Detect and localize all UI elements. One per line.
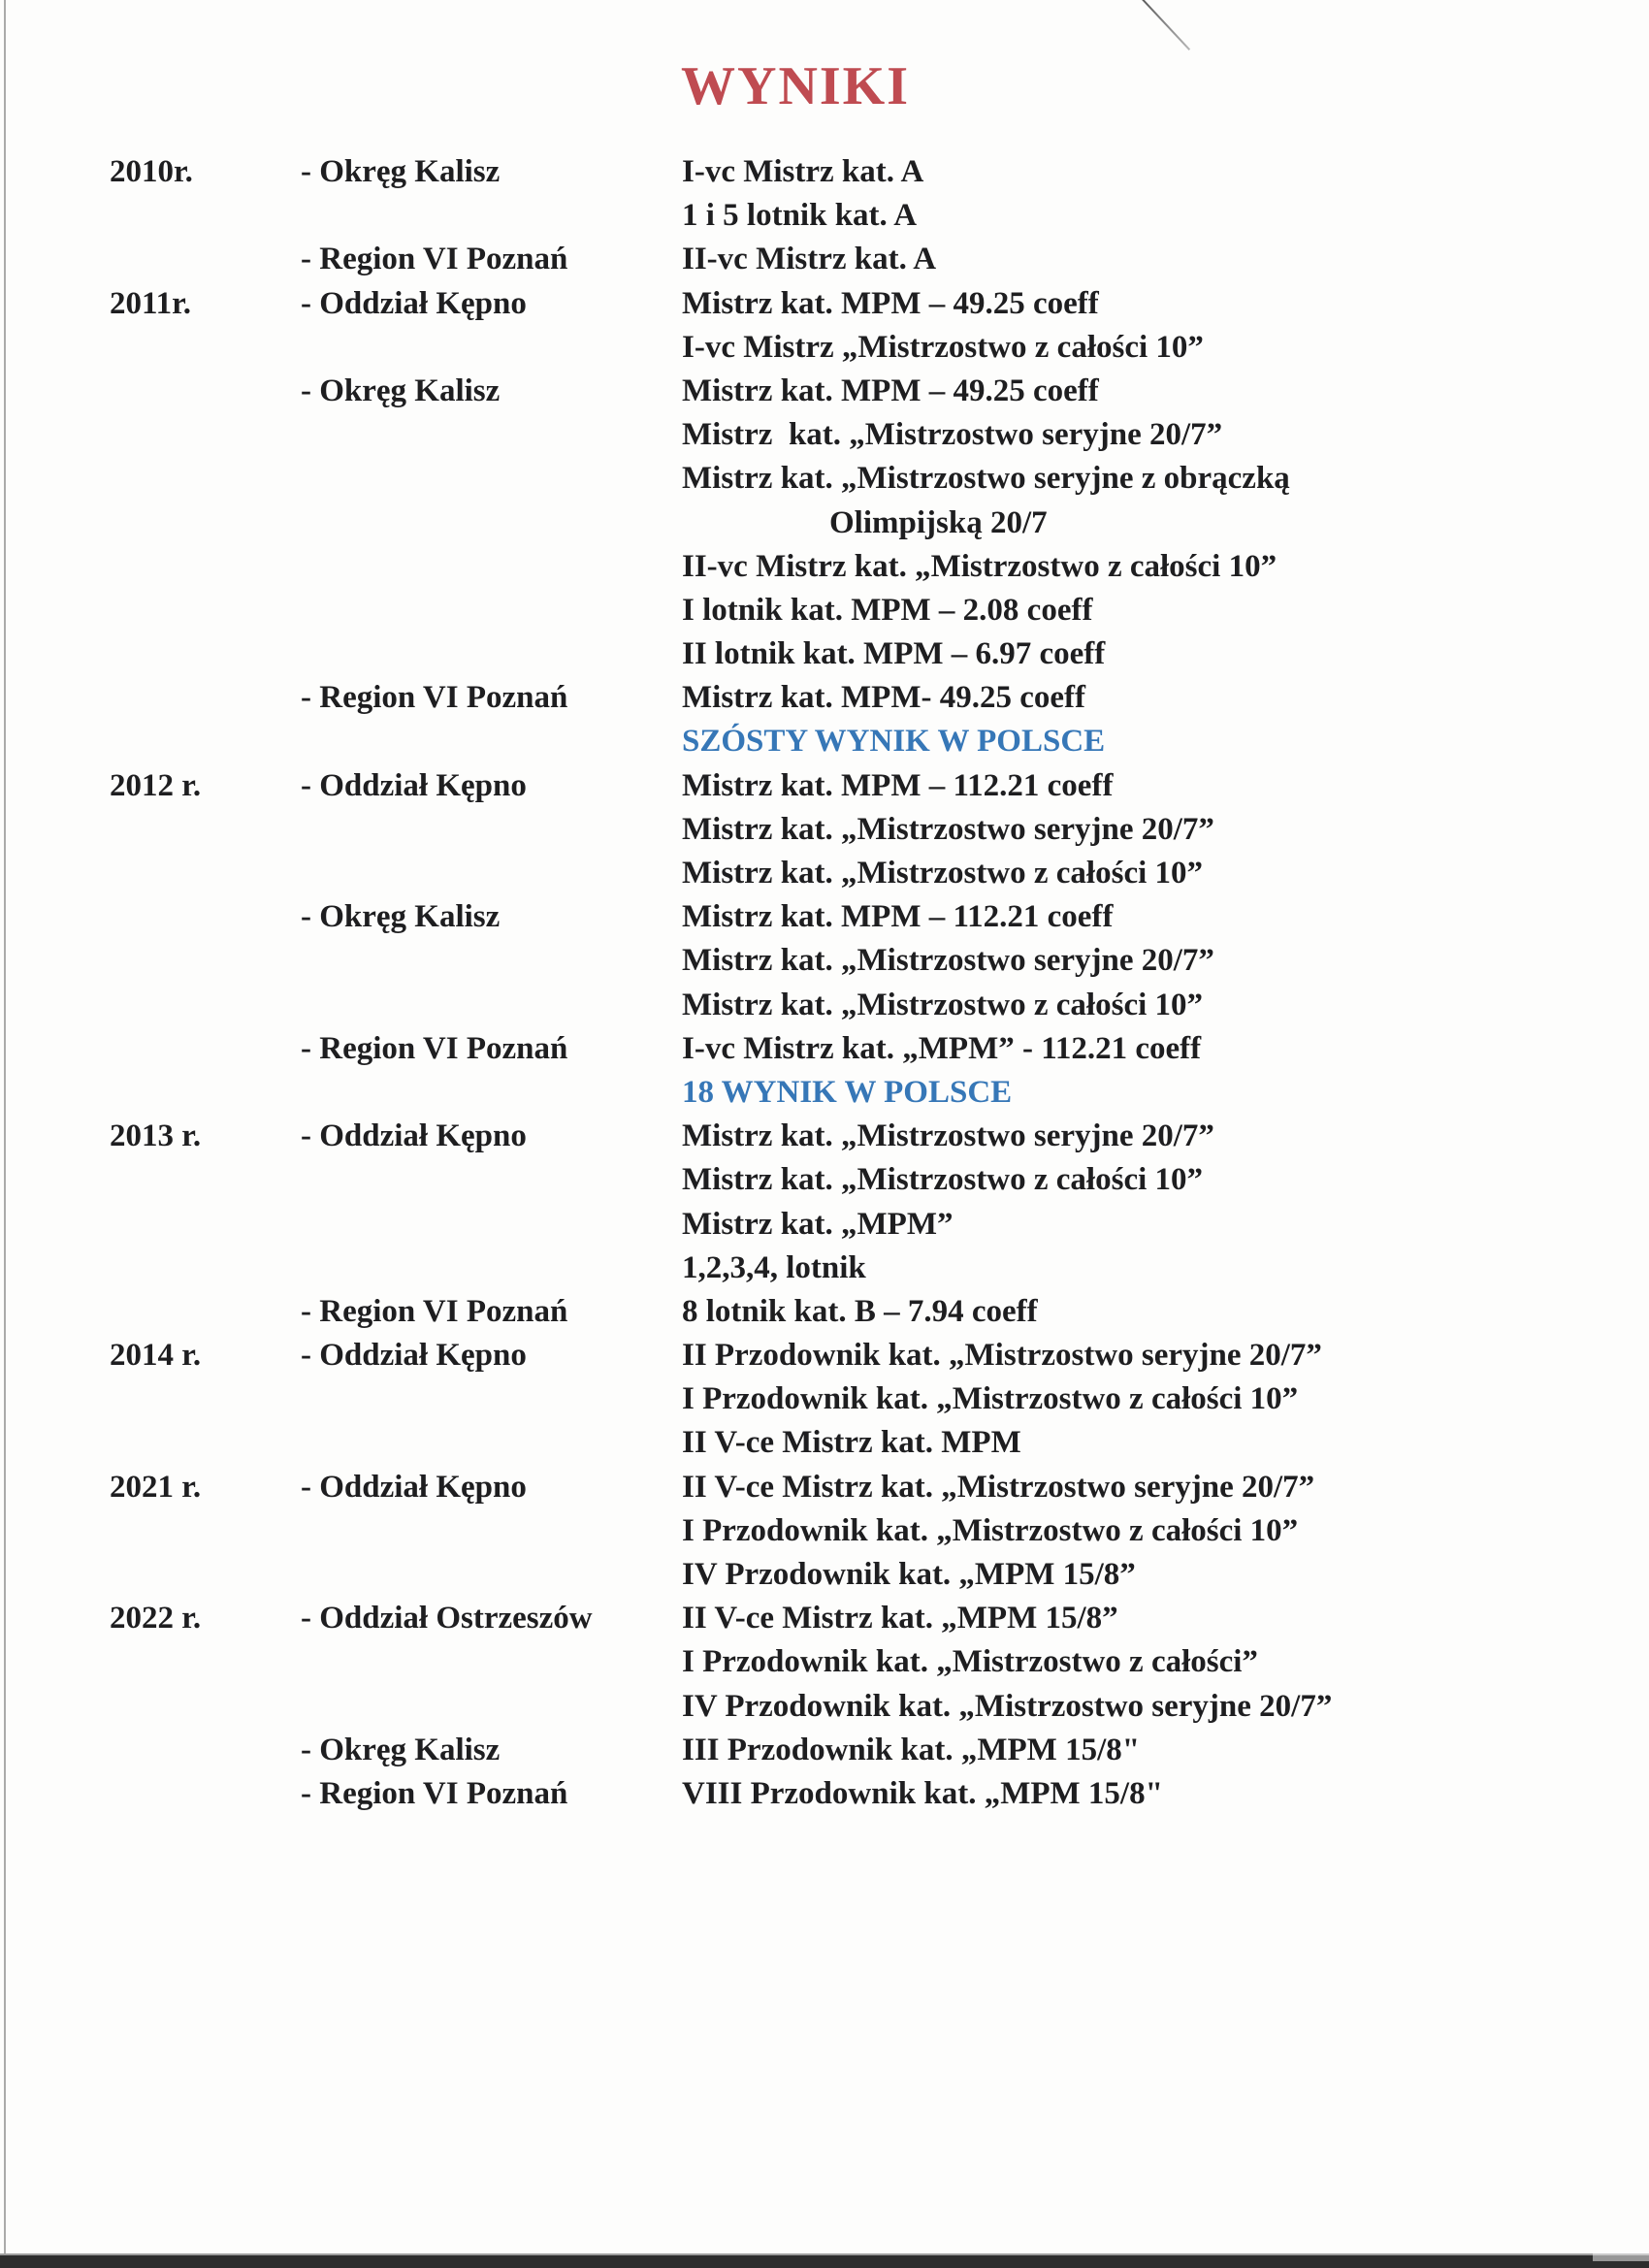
org-cell — [301, 194, 682, 238]
table-row — [110, 1421, 1603, 1465]
table-row — [110, 282, 1603, 326]
table-row — [110, 1027, 1603, 1071]
table-row — [110, 238, 1603, 281]
table-row — [110, 895, 1603, 939]
table-row — [110, 150, 1603, 194]
org-cell — [301, 589, 682, 632]
org-cell: - Okręg Kalisz — [301, 373, 501, 408]
year-cell: 2010r. — [110, 154, 193, 189]
year-cell: 2014 r. — [110, 1338, 202, 1374]
result-cell: Mistrz kat. „Mistrzostwo seryjne 20/7” — [682, 1118, 1214, 1154]
table-row — [110, 676, 1603, 720]
year-cell — [110, 413, 301, 457]
year-cell — [110, 1203, 301, 1247]
result-cell: I Przodownik kat. „Mistrzostwo z całości” — [682, 1644, 1258, 1680]
org-cell — [301, 502, 682, 545]
result-cell: I Przodownik kat. „Mistrzostwo z całości 10” — [682, 1381, 1299, 1417]
year-cell — [110, 502, 301, 545]
year-cell — [110, 1158, 301, 1202]
year-cell — [110, 1729, 301, 1772]
result-cell: II lotnik kat. MPM – 6.97 coeff — [682, 636, 1106, 672]
table-row — [110, 1729, 1603, 1772]
result-cell: 1 i 5 lotnik kat. A — [682, 198, 918, 234]
org-cell — [301, 1421, 682, 1465]
result-cell: Olimpijską 20/7 — [829, 504, 1048, 540]
table-row — [110, 589, 1603, 632]
table-row — [110, 764, 1603, 808]
year-cell — [110, 852, 301, 895]
table-row — [110, 370, 1603, 413]
table-row — [110, 1772, 1603, 1816]
year-cell — [110, 676, 301, 720]
result-cell: I Przodownik kat. „Mistrzostwo z całości 10” — [682, 1512, 1299, 1548]
result-cell: IV Przodownik kat. „MPM 15/8” — [682, 1557, 1136, 1592]
result-cell: II V-ce Mistrz kat. „MPM 15/8” — [682, 1601, 1118, 1636]
year-cell — [110, 1553, 301, 1597]
result-cell: I-vc Mistrz kat. „MPM” - 112.21 coeff — [682, 1030, 1202, 1066]
year-cell — [110, 1421, 301, 1465]
year-cell: 2021 r. — [110, 1469, 202, 1505]
org-cell — [301, 632, 682, 676]
table-row — [110, 1247, 1603, 1290]
page-title: WYNIKI — [681, 56, 911, 116]
result-cell: Mistrz kat. „Mistrzostwo z całości 10” — [682, 987, 1204, 1022]
scan-bottom-bar — [0, 2253, 1649, 2268]
org-cell: - Okręg Kalisz — [301, 1732, 501, 1767]
table-row — [110, 1290, 1603, 1334]
result-cell: SZÓSTY WYNIK W POLSCE — [682, 724, 1106, 760]
table-row — [110, 545, 1603, 589]
org-cell — [301, 326, 682, 370]
table-row — [110, 1071, 1603, 1115]
year-cell — [110, 1509, 301, 1553]
result-cell: Mistrz kat. MPM – 49.25 coeff — [682, 285, 1099, 321]
result-cell: Mistrz kat. MPM- 49.25 coeff — [682, 680, 1085, 716]
org-cell — [301, 939, 682, 983]
result-cell: Mistrz kat. MPM – 112.21 coeff — [682, 899, 1114, 935]
result-cell: 1,2,3,4, lotnik — [682, 1249, 866, 1285]
year-cell — [110, 238, 301, 281]
table-row — [110, 808, 1603, 852]
year-cell — [110, 1071, 301, 1115]
org-cell: - Region VI Poznań — [301, 1775, 568, 1811]
table-row — [110, 326, 1603, 370]
result-cell: VIII Przodownik kat. „MPM 15/8" — [682, 1775, 1163, 1811]
result-cell: II-vc Mistrz kat. A — [682, 242, 937, 277]
table-row — [110, 1509, 1603, 1553]
org-cell — [301, 1247, 682, 1290]
table-row — [110, 413, 1603, 457]
table-row — [110, 984, 1603, 1027]
result-cell: I-vc Mistrz kat. A — [682, 154, 924, 189]
results-table — [110, 150, 1603, 1816]
result-cell: Mistrz kat. „Mistrzostwo seryjne 20/7” — [682, 943, 1214, 979]
table-row — [110, 1466, 1603, 1509]
table-row — [110, 1685, 1603, 1729]
year-cell: 2011r. — [110, 285, 192, 321]
year-cell: 2013 r. — [110, 1118, 202, 1154]
table-row — [110, 194, 1603, 238]
scan-edge-line — [4, 0, 6, 2268]
year-cell: 2012 r. — [110, 767, 202, 803]
year-cell — [110, 939, 301, 983]
year-cell — [110, 1685, 301, 1729]
org-cell — [301, 1071, 682, 1115]
result-cell: II V-ce Mistrz kat. MPM — [682, 1425, 1021, 1461]
result-cell: Mistrz kat. „Mistrzostwo z całości 10” — [682, 856, 1204, 891]
org-cell — [301, 1377, 682, 1421]
table-row — [110, 1115, 1603, 1158]
result-cell: Mistrz kat. „Mistrzostwo seryjne 20/7” — [682, 417, 1223, 453]
result-cell: Mistrz kat. „MPM” — [682, 1206, 954, 1242]
org-cell: - Oddział Kępno — [301, 285, 527, 321]
org-cell — [301, 808, 682, 852]
scan-diagonal-artifact — [1142, 0, 1190, 50]
year-cell — [110, 1640, 301, 1684]
result-cell: Mistrz kat. „Mistrzostwo seryjne z obrączką — [682, 461, 1290, 497]
org-cell — [301, 545, 682, 589]
year-cell — [110, 895, 301, 939]
year-cell — [110, 632, 301, 676]
org-cell: - Oddział Kępno — [301, 1118, 527, 1154]
table-row — [110, 939, 1603, 983]
org-cell — [301, 1158, 682, 1202]
table-row — [110, 852, 1603, 895]
org-cell: - Oddział Kępno — [301, 1338, 527, 1374]
year-cell — [110, 1377, 301, 1421]
result-cell: Mistrz kat. „Mistrzostwo z całości 10” — [682, 1162, 1204, 1198]
year-cell — [110, 1772, 301, 1816]
year-cell — [110, 326, 301, 370]
year-cell — [110, 1290, 301, 1334]
org-cell — [301, 1203, 682, 1247]
org-cell: - Region VI Poznań — [301, 1293, 568, 1329]
org-cell — [301, 1509, 682, 1553]
table-row — [110, 1597, 1603, 1640]
year-cell — [110, 589, 301, 632]
table-row — [110, 502, 1603, 545]
result-cell: I-vc Mistrz „Mistrzostwo z całości 10” — [682, 329, 1204, 365]
org-cell: - Region VI Poznań — [301, 242, 568, 277]
result-cell: II V-ce Mistrz kat. „Mistrzostwo seryjne 20/7” — [682, 1469, 1315, 1505]
year-cell — [110, 1247, 301, 1290]
result-cell: Mistrz kat. MPM – 112.21 coeff — [682, 767, 1114, 803]
org-cell: - Region VI Poznań — [301, 680, 568, 716]
table-row — [110, 1553, 1603, 1597]
org-cell: - Region VI Poznań — [301, 1030, 568, 1066]
year-cell — [110, 545, 301, 589]
year-cell — [110, 984, 301, 1027]
org-cell — [301, 1685, 682, 1729]
org-cell — [301, 457, 682, 501]
year-cell: 2022 r. — [110, 1601, 202, 1636]
org-cell — [301, 1640, 682, 1684]
result-cell: I lotnik kat. MPM – 2.08 coeff — [682, 592, 1093, 628]
year-cell — [110, 457, 301, 501]
result-cell: III Przodownik kat. „MPM 15/8" — [682, 1732, 1141, 1767]
table-row — [110, 1334, 1603, 1377]
org-cell: - Oddział Kępno — [301, 767, 527, 803]
org-cell: - Oddział Kępno — [301, 1469, 527, 1505]
org-cell: - Okręg Kalisz — [301, 154, 501, 189]
table-row — [110, 1640, 1603, 1684]
year-cell — [110, 194, 301, 238]
org-cell — [301, 413, 682, 457]
result-cell: IV Przodownik kat. „Mistrzostwo seryjne 20/7” — [682, 1688, 1333, 1724]
year-cell — [110, 720, 301, 763]
result-cell: II Przodownik kat. „Mistrzostwo seryjne 20/7” — [682, 1338, 1322, 1374]
year-cell — [110, 808, 301, 852]
year-cell — [110, 1027, 301, 1071]
result-cell: Mistrz kat. „Mistrzostwo seryjne 20/7” — [682, 811, 1214, 847]
table-row — [110, 1377, 1603, 1421]
table-row — [110, 1158, 1603, 1202]
result-cell: Mistrz kat. MPM – 49.25 coeff — [682, 373, 1099, 408]
table-row — [110, 1203, 1603, 1247]
org-cell — [301, 720, 682, 763]
result-cell: II-vc Mistrz kat. „Mistrzostwo z całości 10” — [682, 548, 1277, 584]
org-cell — [301, 1553, 682, 1597]
org-cell: - Oddział Ostrzeszów — [301, 1601, 593, 1636]
org-cell: - Okręg Kalisz — [301, 899, 501, 935]
table-row — [110, 457, 1603, 501]
result-cell: 8 lotnik kat. B – 7.94 coeff — [682, 1293, 1038, 1329]
year-cell — [110, 370, 301, 413]
table-row — [110, 632, 1603, 676]
table-row — [110, 720, 1603, 763]
result-cell: 18 WYNIK W POLSCE — [682, 1074, 1013, 1110]
org-cell — [301, 984, 682, 1027]
org-cell — [301, 852, 682, 895]
